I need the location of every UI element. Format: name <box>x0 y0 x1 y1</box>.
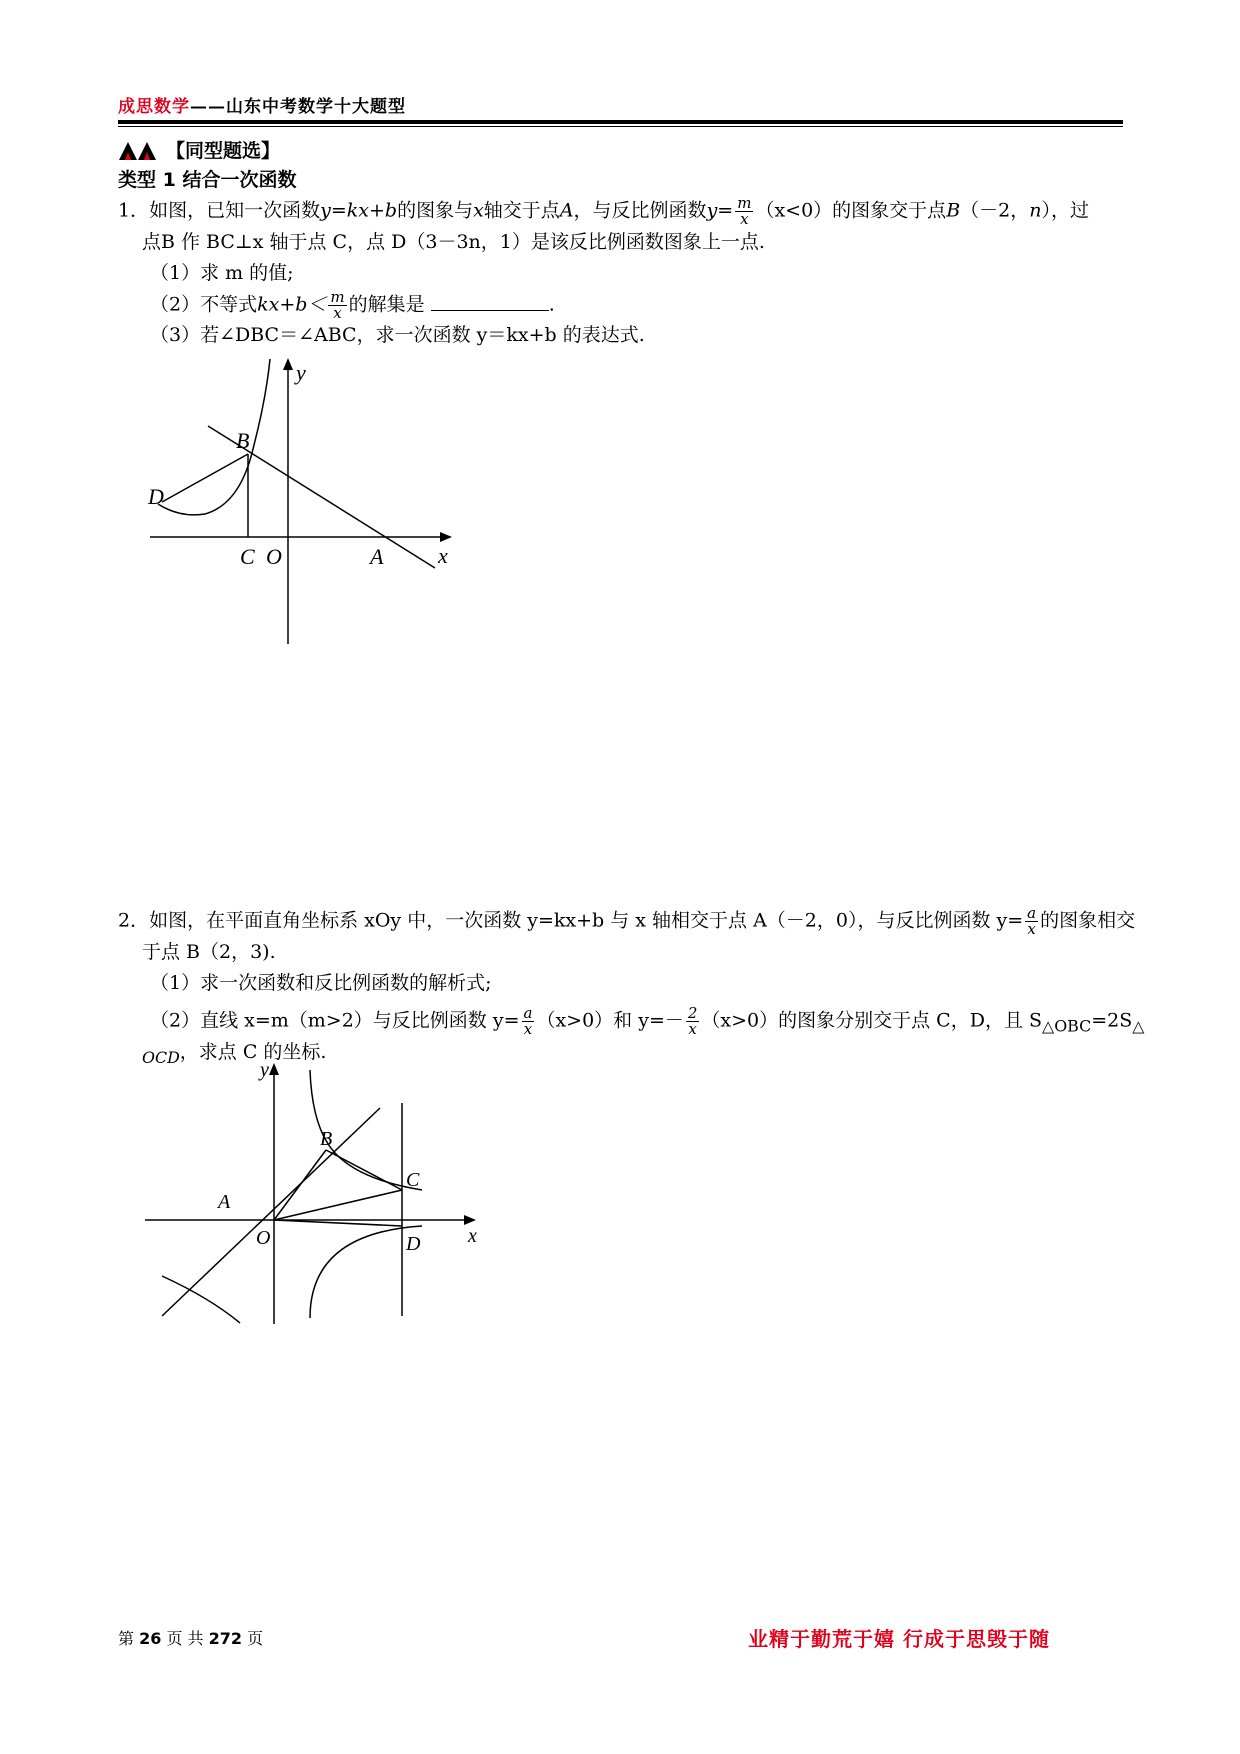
q2-line4: $_{OCD}$，求点 C 的坐标. <box>142 1041 327 1067</box>
page-header <box>118 92 406 117</box>
y-axis-arrow <box>283 358 293 370</box>
section-title <box>118 136 280 163</box>
fraction-m-over-x: $\frac{m}{x}$ <box>737 194 752 228</box>
fraction-2-over-x: $\frac{2}{x}$ <box>687 1004 698 1038</box>
label-x: x <box>438 543 448 568</box>
label-o: O <box>266 544 282 569</box>
mountain-icon <box>118 139 160 161</box>
segment-od <box>274 1220 402 1226</box>
label-y: y <box>296 360 306 385</box>
header-rule <box>118 120 1123 124</box>
label-y: y <box>260 1059 269 1081</box>
x-axis-arrow <box>464 1215 476 1225</box>
q1-line2: 点B 作 BC⊥x 轴于点 C，点 D（3－3n，1）是该反比例函数图象上一点. <box>142 231 765 253</box>
hyperbola-third-quadrant <box>162 1276 240 1323</box>
q2-line2: 于点 B（2，3). <box>142 941 276 963</box>
answer-blank[interactable] <box>431 292 549 311</box>
q2-line1: 2．如图，在平面直角坐标系 xOy 中，一次函数 y=kx+b 与 x 轴相交于点 A（－2，0），与反比例函数 y= $\frac{a}{x}$ 的图象相交 <box>118 904 1136 938</box>
q1-figure <box>140 354 460 646</box>
label-x: x <box>468 1225 477 1247</box>
label-b: B <box>320 1128 333 1150</box>
label-d: D <box>406 1233 421 1255</box>
fraction-a-over-x: $\frac{a}{x}$ <box>523 1004 533 1038</box>
header-subtitle: ——山东中考数学十大题型 <box>190 97 406 117</box>
y-axis-arrow <box>269 1063 279 1075</box>
label-b: B <box>236 428 250 453</box>
q2-part2: （2）直线 x=m（m>2）与反比例函数 y= $\frac{a}{x}$ （x>0）和 y=－ $\frac{2}{x}$ （x>0）的图象分别交于点 C，D，且 $S_{\triangle OBC}=2S_\triangle$ <box>150 1004 1145 1038</box>
hyperbola-curve <box>158 359 270 515</box>
label-a: A <box>370 544 384 569</box>
fraction-a-over-x: $\frac{a}{x}$ <box>1027 904 1037 938</box>
page-number: 第 26 页 共 272 页 <box>118 1629 264 1648</box>
label-o: O <box>256 1227 271 1249</box>
label-d: D <box>148 484 164 509</box>
q2-figure <box>140 1058 490 1328</box>
line-ab <box>162 1108 380 1316</box>
fraction-m-over-x: $\frac{m}{x}$ <box>330 288 345 322</box>
label-c: C <box>406 1169 420 1191</box>
segment-bd <box>162 454 248 502</box>
brand-name: 成思数学 <box>118 97 190 117</box>
label-a: A <box>218 1191 231 1213</box>
label-c: C <box>240 544 255 569</box>
header-rule-thin <box>118 126 1123 127</box>
q2-part1: （1）求一次函数和反比例函数的解析式; <box>150 972 492 994</box>
q1-part2: （2）不等式kx+b＜ $\frac{m}{x}$ 的解集是 . <box>150 288 555 322</box>
x-axis-arrow <box>440 532 452 542</box>
type-heading: 类型 1 结合一次函数 <box>118 169 297 191</box>
segment-bc <box>326 1150 402 1190</box>
q1-part3: （3）若∠DBC＝∠ABC，求一次函数 y＝kx+b 的表达式. <box>150 324 645 346</box>
q1-part1: （1）求 m 的值; <box>150 262 294 284</box>
q1-line1: 1．如图，已知一次函数y=kx+b的图象与x轴交于点A，与反比例函数y= $\frac{m}{x}$ （x<0）的图象交于点B（－2，n），过 <box>118 194 1090 228</box>
footer-motto: 业精于勤荒于嬉 行成于思毁于随 <box>748 1627 1050 1651</box>
section-title-text: 【同型题选】 <box>166 140 281 162</box>
